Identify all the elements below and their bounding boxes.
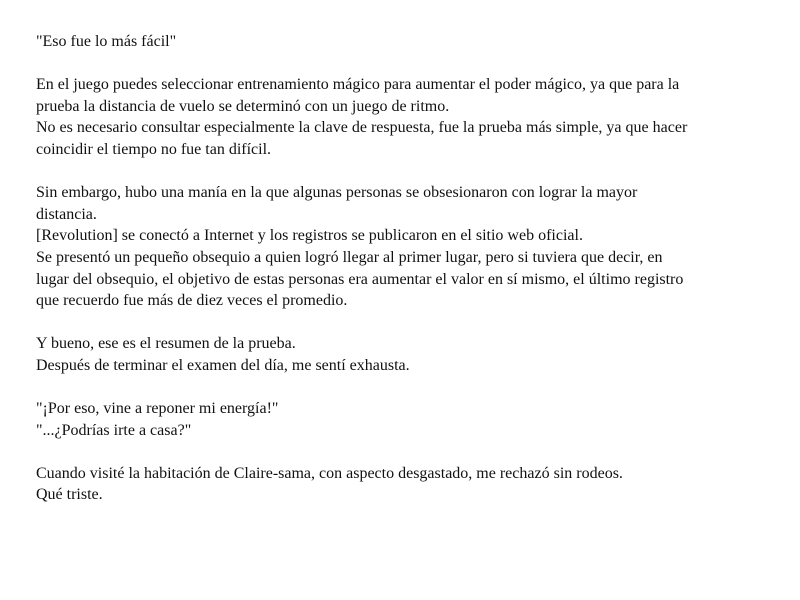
text-line: lugar del obsequio, el objetivo de estas personas era aumentar el valor en sí mismo, el último registro xyxy=(36,270,684,288)
paragraph-3 xyxy=(36,182,776,312)
document-body xyxy=(36,31,776,506)
text-line: Sin embargo, hubo una manía en la que algunas personas se obsesionaron con lograr la mayor xyxy=(36,184,638,202)
text-line: Y bueno, ese es el resumen de la prueba. xyxy=(36,335,296,353)
paragraph-2 xyxy=(36,74,776,160)
text-line: Después de terminar el examen del día, me sentí exhausta. xyxy=(36,356,410,374)
text-line: En el juego puedes seleccionar entrenamiento mágico para aumentar el poder mágico, ya que para la xyxy=(36,76,680,94)
paragraph-4 xyxy=(36,333,776,376)
text-line: "...¿Podrías irte a casa?" xyxy=(36,421,192,439)
text-line: "¡Por eso, vine a reponer mi energía!" xyxy=(36,400,279,418)
text-line: No es necesario consultar especialmente la clave de respuesta, fue la prueba más simple, ya que hacer xyxy=(36,119,688,137)
paragraph-5 xyxy=(36,398,776,441)
text-line: [Revolution] se conectó a Internet y los registros se publicaron en el sitio web oficial. xyxy=(36,227,583,245)
text-line: Qué triste. xyxy=(36,486,103,504)
text-line: Cuando visité la habitación de Claire-sama, con aspecto desgastado, me rechazó sin rodeos. xyxy=(36,464,623,482)
text-line: "Eso fue lo más fácil" xyxy=(36,33,177,50)
text-line: distancia. xyxy=(36,205,97,223)
paragraph-1 xyxy=(36,31,776,53)
text-line: que recuerdo fue más de diez veces el promedio. xyxy=(36,292,348,310)
text-line: coincidir el tiempo no fue tan difícil. xyxy=(36,140,272,158)
paragraph-6 xyxy=(36,463,776,506)
text-line: Se presentó un pequeño obsequio a quien logró llegar al primer lugar, pero si tuviera que decir, en xyxy=(36,248,663,266)
text-line: prueba la distancia de vuelo se determinó con un juego de ritmo. xyxy=(36,97,450,115)
